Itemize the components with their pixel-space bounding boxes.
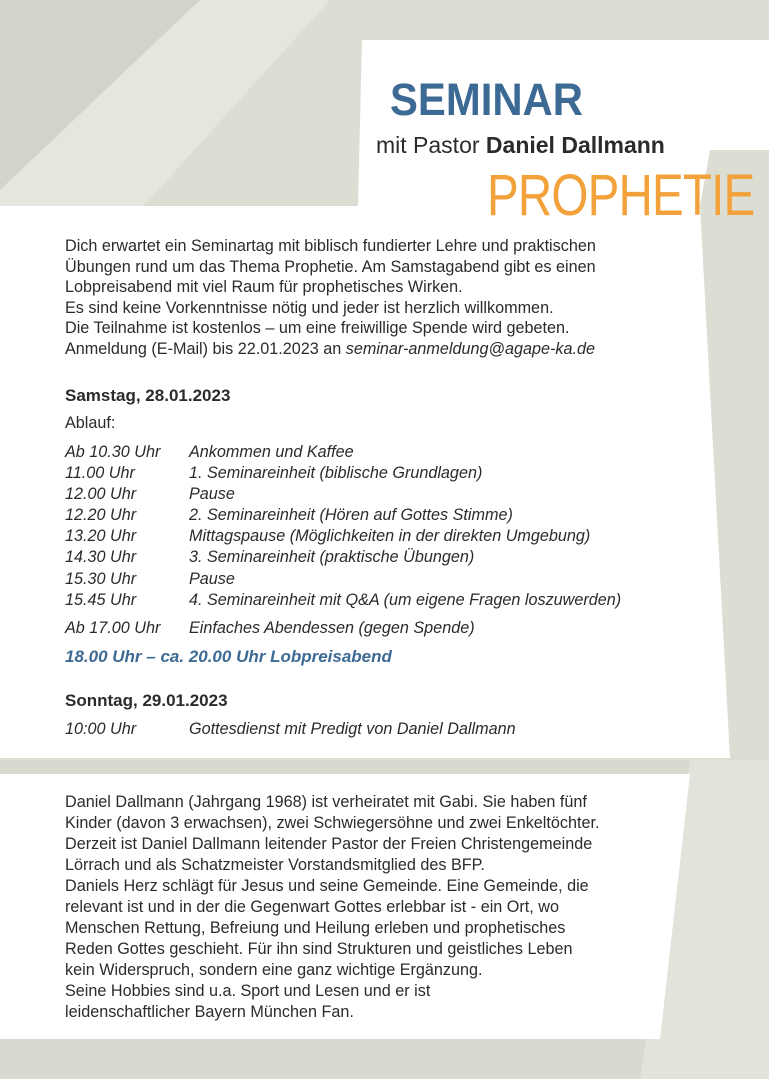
intro-line: Dich erwartet ein Seminartag mit biblisch fundierter Lehre und praktischen: [65, 237, 596, 255]
intro-line: Übungen rund um das Thema Prophetie. Am Samstagabend gibt es einen: [65, 257, 596, 276]
schedule-desc: Gottesdienst mit Predigt von Daniel Dallmann: [189, 720, 516, 738]
schedule-desc: Pause: [189, 485, 235, 503]
intro-line: Lobpreisabend mit viel Raum für prophetisches Wirken.: [65, 278, 463, 296]
bio-line: Daniels Herz schlägt für Jesus und seine Gemeinde. Eine Gemeinde, die: [65, 877, 589, 895]
subtitle-prefix: mit Pastor: [376, 132, 486, 158]
pastor-name: Daniel Dallmann: [485, 132, 665, 158]
schedule-time: 14.30 Uhr: [65, 548, 137, 566]
schedule-desc: 4. Seminareinheit mit Q&A (um eigene Fragen loszuwerden): [189, 591, 622, 609]
header: [0, 0, 769, 230]
schedule-time: 11.00 Uhr: [65, 464, 135, 482]
intro-text: [65, 236, 695, 359]
biography: [65, 792, 695, 1023]
schedule-time: 12.00 Uhr: [65, 485, 137, 503]
schedule-desc: Einfaches Abendessen (gegen Spende): [189, 619, 475, 637]
registration-line: [65, 339, 695, 360]
schedule-desc: Ankommen und Kaffee: [189, 443, 354, 461]
schedule-desc: 3. Seminareinheit (praktische Übungen): [189, 548, 475, 566]
topic-title: PROPHETIE: [487, 163, 755, 228]
registration-text: Anmeldung (E-Mail) bis 22.01.2023 an: [65, 339, 346, 358]
schedule-desc: Mittagspause (Möglichkeiten in der direkten Umgebung): [189, 527, 591, 545]
schedule-desc: 1. Seminareinheit (biblische Grundlagen): [189, 464, 483, 482]
ablauf-label: Ablauf:: [65, 414, 116, 432]
schedule-time: 13.20 Uhr: [65, 527, 137, 545]
schedule-time: 15.30 Uhr: [65, 570, 137, 588]
intro-line: Es sind keine Vorkenntnisse nötig und jeder ist herzlich willkommen.: [65, 298, 554, 317]
bio-line: Kinder (davon 3 erwachsen), zwei Schwiegersöhne und zwei Enkeltöchter.: [65, 814, 600, 832]
bio-line: relevant ist und in der die Gegenwart Gottes erlebbar ist - ein Ort, wo: [65, 898, 559, 916]
schedule-time: Ab 17.00 Uhr: [65, 619, 161, 637]
schedule-desc: 2. Seminareinheit (Hören auf Gottes Stimme): [189, 506, 513, 524]
saturday-heading: Samstag, 28.01.2023: [65, 386, 231, 405]
lobpreis-evening: 18.00 Uhr – ca. 20.00 Uhr Lobpreisabend: [65, 647, 392, 666]
intro-line: Die Teilnahme ist kostenlos – um eine freiwillige Spende wird gebeten.: [65, 319, 570, 337]
bio-line: Reden Gottes geschieht. Für ihn sind Strukturen und geistliches Leben: [65, 940, 573, 958]
schedule-time: 12.20 Uhr: [65, 506, 137, 524]
registration-email[interactable]: seminar-anmeldung@agape-ka.de: [345, 339, 595, 358]
schedule-time: 15.45 Uhr: [65, 591, 137, 609]
bio-line: Lörrach und als Schatzmeister Vorstandsmitglied des BFP.: [65, 856, 485, 874]
sunday-heading: Sonntag, 29.01.2023: [65, 691, 228, 710]
schedule-time: Ab 10.30 Uhr: [65, 443, 161, 461]
bio-line: Seine Hobbies sind u.a. Sport und Lesen und er ist: [65, 982, 431, 1000]
pastor-subtitle: [376, 132, 665, 159]
bio-line: Menschen Rettung, Befreiung und Heilung erleben und prophetisches: [65, 919, 566, 937]
seminar-title: SEMINAR: [390, 74, 583, 125]
bio-line: leidenschaftlicher Bayern München Fan.: [65, 1003, 354, 1021]
bio-line: Daniel Dallmann (Jahrgang 1968) ist verheiratet mit Gabi. Sie haben fünf: [65, 793, 587, 811]
bio-line: Derzeit ist Daniel Dallmann leitender Pastor der Freien Christengemeinde: [65, 835, 593, 853]
bio-line: kein Widerspruch, sondern eine ganz wichtige Ergänzung.: [65, 961, 483, 979]
schedule-time: 10:00 Uhr: [65, 720, 137, 738]
schedule-desc: Pause: [189, 570, 235, 588]
